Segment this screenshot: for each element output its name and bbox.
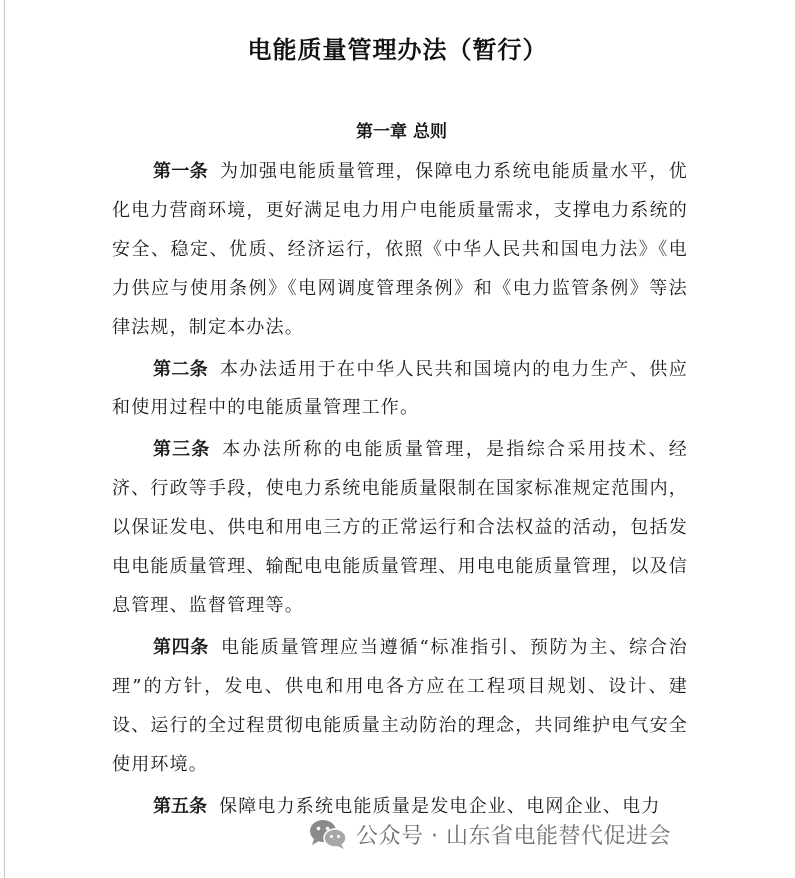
document-body <box>112 153 688 829</box>
article-label: 第三条 <box>153 439 211 461</box>
article-4 <box>112 629 688 785</box>
article-2 <box>112 351 688 429</box>
watermark-text: 公众号 · 山东省电能替代促进会 <box>356 823 671 849</box>
article-label: 第四条 <box>153 636 209 658</box>
chapter-heading: 第一章 总则 <box>356 122 447 142</box>
article-label: 第二条 <box>153 358 208 380</box>
article-1 <box>112 153 688 348</box>
article-text: 本办法所称的电能质量管理，是指综合采用技术、经济、行政等手段，使电力系统电能质量限制在国家标准规定范围内，以保证发电、供电和用电三方的正常运行和合法权益的活动，包括发电电能质量管理、输配电电能质量管理、用电电能质量管理，以及信息管理、监督管理等。 <box>112 439 688 616</box>
wechat-watermark <box>308 812 671 856</box>
document-title: 电能质量管理办法（暂行） <box>247 36 548 64</box>
article-label: 第五条 <box>153 795 207 817</box>
article-label: 第一条 <box>153 161 208 182</box>
article-text: 保障电力系统电能质量是发电企业、电网企业、电力 <box>219 795 661 817</box>
article-3 <box>112 431 688 626</box>
article-text: 本办法适用于在中华人民共和国境内的电力生产、供应和使用过程中的电能质量管理工作。 <box>112 358 688 419</box>
article-text: 电能质量管理应当遵循“标准指引、预防为主、综合治理”的方针，发电、供电和用电各方应在工程项目规划、设计、建设、运行的全过程贯彻电能质量主动防治的理念，共同维护电气安全使用环境。 <box>112 636 689 775</box>
wechat-icon <box>308 818 348 850</box>
article-text: 为加强电能质量管理，保障电力系统电能质量水平，优化电力营商环境，更好满足电力用户电能质量需求，支撑电力系统的安全、稳定、优质、经济运行，依照《中华人民共和国电力法》《电力供应与使用条例》《电网调度管理条例》和《电力监管条例》等法律法规，制定本办法。 <box>112 161 688 338</box>
